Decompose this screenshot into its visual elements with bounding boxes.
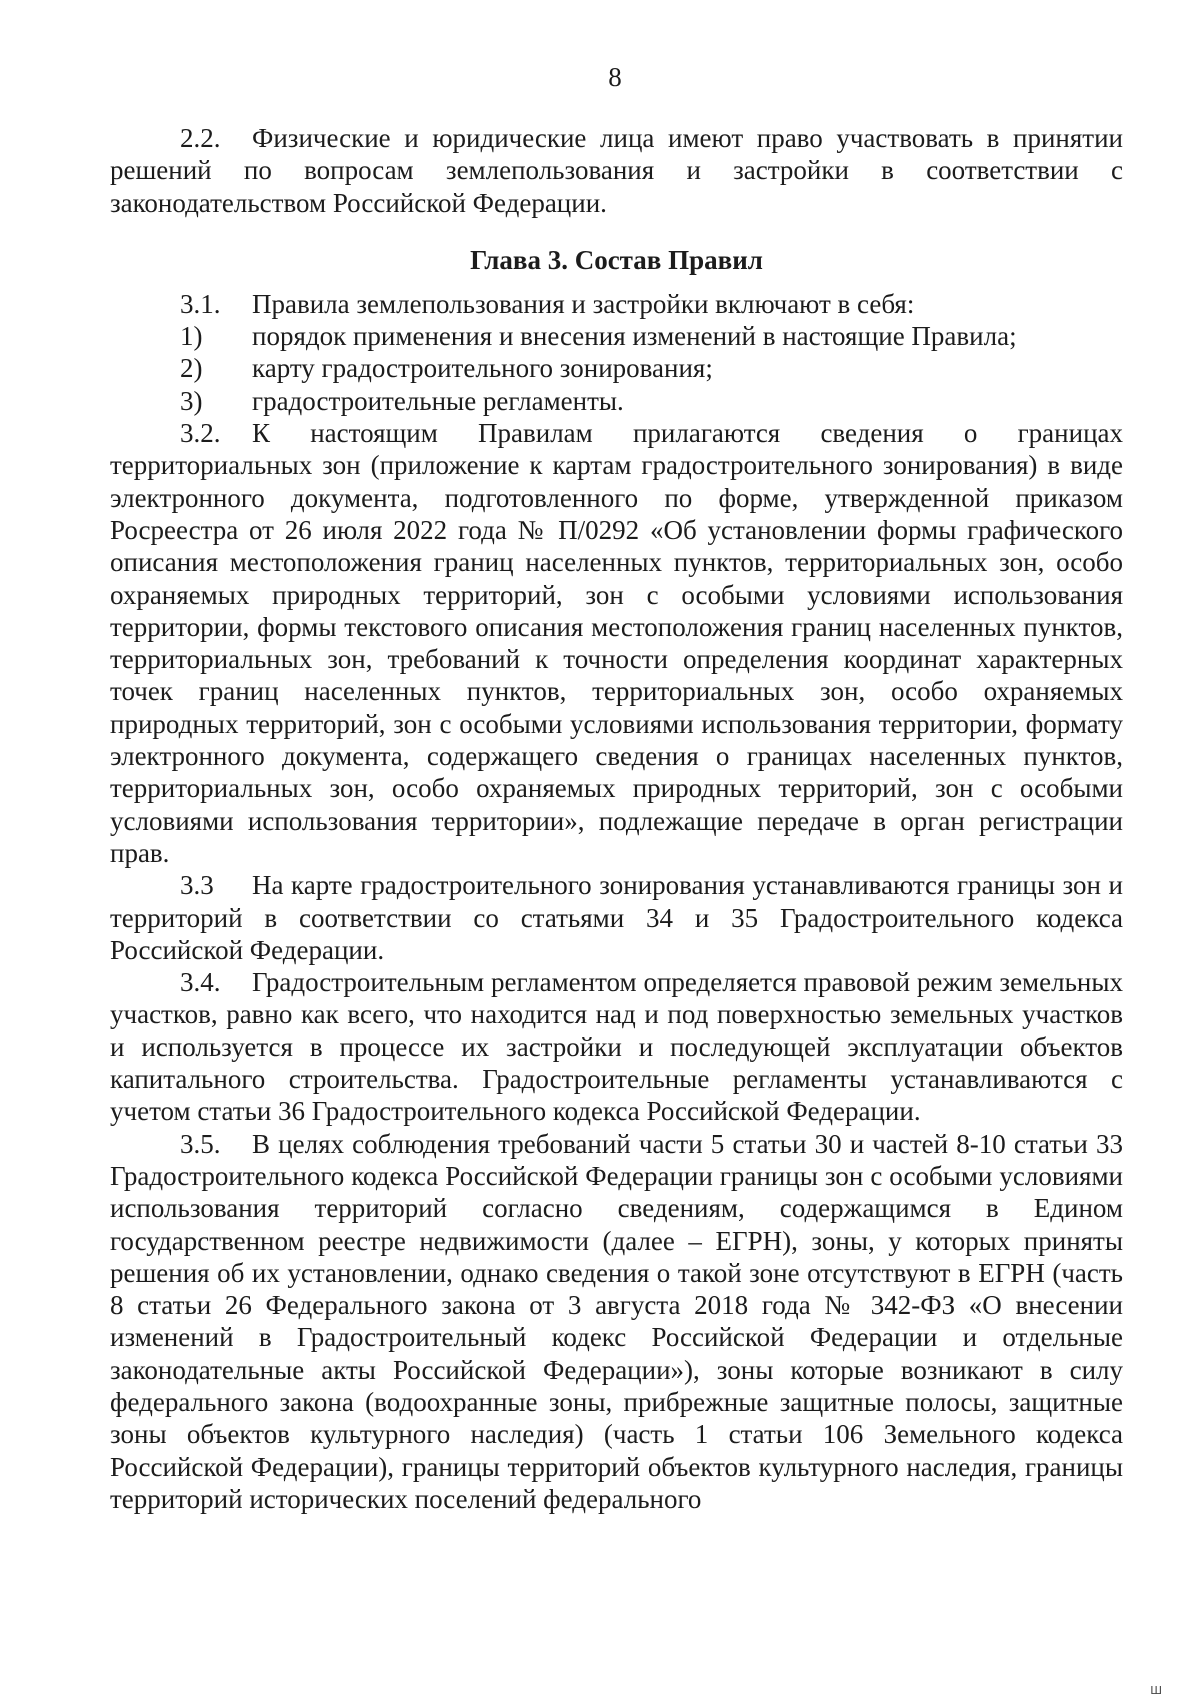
list-item-text: порядок применения и внесения изменений в настоящие Правила;	[252, 321, 1017, 352]
paragraph-text: На карте градостроительного зонирования устанавливаются границы зон и территорий в соответствии со статьями 34 и 35 Градостроительного кодекса Российской Федерации.	[110, 870, 1123, 965]
composition-list	[110, 320, 1123, 417]
list-item-text: карту градостроительного зонирования;	[252, 353, 713, 384]
paragraph-3-3	[110, 869, 1123, 966]
paragraph-text: К настоящим Правилам прилагаются сведения о границах территориальных зон (приложение к картам градостроительного зонирования) в виде электронного документа, подготовленного по форме, утвержденной приказом Росреестра от 26 июля 2022 года № П/0292 «Об установлении формы графического описания местоположения границ населенных пунктов, территориальных зон, особо охраняемых природных территорий, зон с особыми условиями использования территории, формы текстового описания местоположения границ населенных пунктов, территориальных зон, требований к точности определения координат характерных точек границ населенных пунктов, территориальных зон, особо охраняемых природных территорий, зон с особыми условиями использования территории, формату электронного документа, содержащего сведения о границах населенных пунктов, территориальных зон, особо охраняемых природных территорий, зон с особыми условиями использования территории», подлежащие передаче в орган регистрации прав.	[110, 418, 1123, 868]
list-item	[110, 320, 1123, 352]
paragraph-number: 3.1.	[180, 288, 221, 319]
list-item-text: градостроительные регламенты.	[252, 385, 624, 416]
paragraph-text: Правила землепользования и застройки включают в себя:	[252, 288, 915, 319]
corner-mark: Ш	[1150, 1684, 1162, 1697]
paragraph-3-5	[110, 1128, 1123, 1516]
paragraph-2-2	[110, 122, 1123, 219]
paragraph-3-1	[110, 288, 1123, 320]
paragraph-3-2	[110, 417, 1123, 869]
list-item	[110, 385, 1123, 417]
list-item-number: 2)	[180, 353, 203, 384]
document-body	[110, 122, 1123, 1515]
list-item-number: 1)	[180, 321, 203, 352]
paragraph-number: 3.5.	[180, 1128, 221, 1159]
list-item	[110, 352, 1123, 384]
list-item-number: 3)	[180, 385, 203, 416]
paragraph-text: В целях соблюдения требований части 5 статьи 30 и частей 8-10 статьи 33 Градостроительного кодекса Российской Федерации границы зон с особыми условиями использования территорий согласно сведениям, содержащимся в Едином государственном реестре недвижимости (далее – ЕГРН), зоны, у которых приняты решения об их установлении, однако сведения о такой зоне отсутствуют в ЕГРН (часть 8 статьи 26 Федерального закона от 3 августа 2018 года № 342-ФЗ «О внесении изменений в Градостроительный кодекс Российской Федерации и отдельные законодательные акты Российской Федерации»), зоны которые возникают в силу федерального закона (водоохранные зоны, прибрежные защитные полосы, защитные зоны объектов культурного наследия) (часть 1 статьи 106 Земельного кодекса Российской Федерации), границы территорий объектов культурного наследия, границы территорий исторических поселений федерального	[110, 1128, 1123, 1514]
paragraph-number: 3.4.	[180, 967, 221, 998]
paragraph-number: 2.2.	[180, 123, 221, 153]
paragraph-text: Градостроительным регламентом определяется правовой режим земельных участков, равно как всего, что находится над и под поверхностью земельных участков и используется в процессе их застройки и последующей эксплуатации объектов капитального строительства. Градостроительные регламенты устанавливаются с учетом статьи 36 Градостроительного кодекса Российской Федерации.	[110, 967, 1123, 1127]
page-number: 8	[608, 62, 622, 92]
paragraph-number: 3.2.	[180, 418, 221, 449]
paragraph-number: 3.3	[180, 870, 214, 901]
paragraph-3-4	[110, 966, 1123, 1127]
chapter-heading: Глава 3. Состав Правил	[470, 244, 763, 275]
paragraph-text: Физические и юридические лица имеют право участвовать в принятии решений по вопросам землепользования и застройки в соответствии с законодательством Российской Федерации.	[110, 123, 1123, 218]
